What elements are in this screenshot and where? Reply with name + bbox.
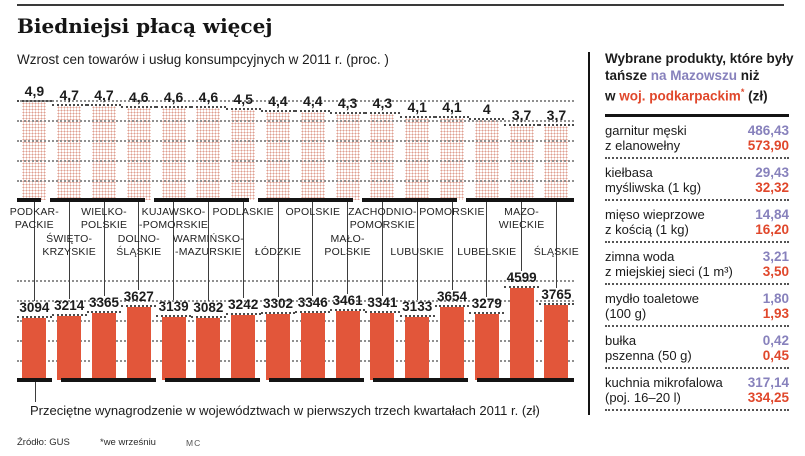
wage-value-label: 4599 <box>504 270 539 288</box>
panel-divider <box>588 52 590 415</box>
inflation-value-label: 4,7 <box>52 88 87 106</box>
region-connector-line <box>556 202 557 288</box>
inflation-gridline <box>17 140 574 142</box>
panel-header-text: (zł) <box>744 88 768 104</box>
panel-header-highlight-red: * <box>740 87 745 97</box>
wage-bar <box>370 313 394 380</box>
wage-bar <box>22 318 46 380</box>
wage-value-label: 3139 <box>156 299 191 317</box>
inflation-gridline <box>17 160 574 162</box>
region-label-wielkopolskie: WIELKO- POLSKIE <box>80 206 128 231</box>
price-podkarpackie: 1,93 <box>762 306 789 321</box>
product-row <box>605 369 789 411</box>
panel-header-highlight-purple: na Mazowszu <box>650 68 738 83</box>
price-podkarpackie: 573,90 <box>747 138 789 153</box>
inflation-bar <box>405 118 429 200</box>
inflation-bar <box>266 112 290 200</box>
product-row <box>605 201 789 243</box>
wage-value-label: 3094 <box>17 300 52 318</box>
region-label-kujawsko-pomorskie: KUJAWSKO- -POMORSKIE <box>139 206 209 231</box>
author-credit: MC <box>186 438 202 448</box>
product-name <box>605 249 733 279</box>
panel-header-text: niż <box>737 68 760 83</box>
wage-bar <box>405 317 429 380</box>
panel-header-text: w <box>605 88 620 104</box>
price-mazowsze: 14,84 <box>755 207 789 222</box>
inflation-value-label: 3,7 <box>504 108 539 126</box>
wage-bar <box>231 315 255 380</box>
price-podkarpackie: 32,32 <box>755 180 789 195</box>
region-label-podkarpackie: PODKAR- PACKIE <box>9 206 60 231</box>
product-name-line: zimna woda <box>605 249 675 264</box>
page-title: Biedniejsi płacą więcej <box>17 14 273 38</box>
region-label-łódzkie: ŁÓDZKIE <box>254 246 302 258</box>
wage-bar <box>301 313 325 380</box>
wage-chart-caption: Przeciętne wynagrodzenie w województwach w pierwszych trzech kwartałach 2011 r. (zł) <box>30 403 540 418</box>
price-mazowsze: 486,43 <box>747 123 789 138</box>
product-name-line: myśliwska (1 kg) <box>605 180 702 195</box>
product-prices <box>755 165 789 195</box>
product-name <box>605 333 692 363</box>
inflation-value-label: 4,6 <box>156 90 191 108</box>
product-row <box>605 117 789 159</box>
wage-bar <box>544 305 568 380</box>
product-name-line: z kością (1 kg) <box>605 222 689 237</box>
product-name-line: kiełbasa <box>605 165 653 180</box>
region-label-lubuskie: LUBUSKIE <box>390 246 444 258</box>
panel-header-line <box>605 67 795 84</box>
inflation-bar <box>301 112 325 200</box>
price-mazowsze: 1,80 <box>762 291 789 306</box>
product-name-line: (poj. 16–20 l) <box>605 390 681 405</box>
inflation-gridline <box>17 120 574 122</box>
region-label-świętokrzyskie: ŚWIĘTO- KRZYSKIE <box>42 233 96 258</box>
wage-value-label: 3365 <box>87 295 122 313</box>
inflation-bar <box>510 126 534 200</box>
price-podkarpackie: 0,45 <box>762 348 789 363</box>
wage-bar <box>127 307 151 380</box>
region-label-podlaskie: PODLASKIE <box>212 206 274 218</box>
inflation-value-label: 4,6 <box>121 90 156 108</box>
inflation-value-label: 4 <box>469 102 504 120</box>
product-name-line: z miejskiej sieci (1 m³) <box>605 264 733 279</box>
inflation-value-label: 4,3 <box>330 96 365 114</box>
wage-bar <box>266 314 290 380</box>
panel-header-text: Wybrane produkty, które były <box>605 51 794 66</box>
product-prices <box>763 333 789 363</box>
wage-bar <box>57 316 81 380</box>
price-mazowsze: 29,43 <box>755 165 789 180</box>
region-label-małopolskie: MAŁO- POLSKIE <box>324 233 371 258</box>
region-label-warmińsko-mazurskie: WARMIŃSKO- -MAZURSKIE <box>172 233 244 258</box>
panel-header-text: tańsze <box>605 68 651 83</box>
region-label-mazowieckie: MAZO- WIECKIE <box>498 206 545 231</box>
inflation-bar <box>22 102 46 200</box>
product-prices <box>763 291 789 321</box>
inflation-value-label: 4,4 <box>295 94 330 112</box>
region-label-lubelskie: LUBELSKIE <box>457 246 517 258</box>
wage-value-label: 3765 <box>539 287 574 305</box>
wage-bar <box>440 307 464 380</box>
wage-chart-baseline <box>17 378 574 382</box>
wage-value-label: 3654 <box>435 289 470 307</box>
wage-bar <box>510 288 534 380</box>
wage-value-label: 3461 <box>330 293 365 311</box>
panel-header-highlight-red: woj. podkarpackim <box>619 88 741 104</box>
wage-bar <box>92 313 116 380</box>
inflation-value-label: 4,4 <box>261 94 296 112</box>
inflation-bar <box>336 114 360 200</box>
wage-bar <box>336 311 360 380</box>
product-name <box>605 291 699 321</box>
product-name-line: mięso wieprzowe <box>605 207 705 222</box>
price-podkarpackie: 16,20 <box>755 222 789 237</box>
panel-header-line <box>605 84 795 105</box>
wage-value-label: 3133 <box>400 299 435 317</box>
product-row <box>605 327 789 369</box>
product-name-line: z elanowełny <box>605 138 681 153</box>
price-podkarpackie: 3,50 <box>762 264 789 279</box>
inflation-bar <box>231 110 255 200</box>
inflation-value-label: 4,5 <box>226 92 261 110</box>
wage-value-label: 3341 <box>365 295 400 313</box>
wage-value-label: 3302 <box>261 296 296 314</box>
wage-caption-tick <box>35 382 36 402</box>
inflation-value-label: 4,3 <box>365 96 400 114</box>
product-name-line: kuchnia mikrofalowa <box>605 375 723 390</box>
product-name <box>605 123 687 153</box>
product-row <box>605 159 789 201</box>
price-mazowsze: 317,14 <box>747 375 789 390</box>
wage-value-label: 3242 <box>226 297 261 315</box>
product-row <box>605 285 789 327</box>
product-row <box>605 243 789 285</box>
wage-bar <box>162 317 186 380</box>
inflation-bar <box>440 118 464 200</box>
wage-bar <box>475 314 499 380</box>
inflation-value-label: 4,9 <box>17 84 52 102</box>
product-name-line: mydło toaletowe <box>605 291 699 306</box>
wage-bar <box>196 318 220 380</box>
region-label-śląskie: ŚLĄSKIE <box>533 246 579 258</box>
product-prices <box>763 249 789 279</box>
region-label-opolskie: OPOLSKIE <box>285 206 341 218</box>
region-label-pomorskie: POMORSKIE <box>419 206 485 218</box>
region-label-dolnośląskie: DOLNO- ŚLĄSKIE <box>116 233 162 258</box>
product-prices <box>755 207 789 237</box>
wage-value-label: 3214 <box>52 298 87 316</box>
wage-value-label: 3346 <box>295 295 330 313</box>
inflation-gridline <box>17 180 574 182</box>
inflation-bar <box>544 126 568 200</box>
product-prices <box>748 375 789 405</box>
wage-value-label: 3279 <box>469 296 504 314</box>
inflation-value-label: 4,7 <box>87 88 122 106</box>
price-mazowsze: 3,21 <box>762 249 789 264</box>
product-name <box>605 375 723 405</box>
inflation-value-label: 4,1 <box>435 100 470 118</box>
panel-header <box>605 50 795 105</box>
inflation-value-label: 4,1 <box>400 100 435 118</box>
inflation-value-label: 3,7 <box>539 108 574 126</box>
top-rule <box>17 4 784 6</box>
product-name-line: (100 g) <box>605 306 647 321</box>
product-name-line: bułka <box>605 333 637 348</box>
wage-value-label: 3627 <box>121 289 156 307</box>
panel-header-line <box>605 50 795 67</box>
product-name <box>605 165 701 195</box>
region-label-zachodniopomorskie: ZACHODNIO- POMORSKIE <box>348 206 417 231</box>
price-mazowsze: 0,42 <box>762 333 789 348</box>
product-name <box>605 207 705 237</box>
product-name-line: garnitur męski <box>605 123 687 138</box>
panel-product-list <box>605 117 789 411</box>
product-name-line: pszenna (50 g) <box>605 348 692 363</box>
price-podkarpackie: 334,25 <box>747 390 789 405</box>
wage-gridline <box>17 280 574 282</box>
inflation-chart-title: Wzrost cen towarów i usług konsumpcyjnych w 2011 r. (proc. ) <box>17 52 389 67</box>
inflation-bar <box>370 114 394 200</box>
product-prices <box>748 123 789 153</box>
inflation-chart-baseline <box>17 198 574 202</box>
source-note: Źródło: GUS <box>17 437 70 448</box>
asterisk-footnote: *we wrześniu <box>100 437 156 448</box>
wage-value-label: 3082 <box>191 300 226 318</box>
inflation-value-label: 4,6 <box>191 90 226 108</box>
